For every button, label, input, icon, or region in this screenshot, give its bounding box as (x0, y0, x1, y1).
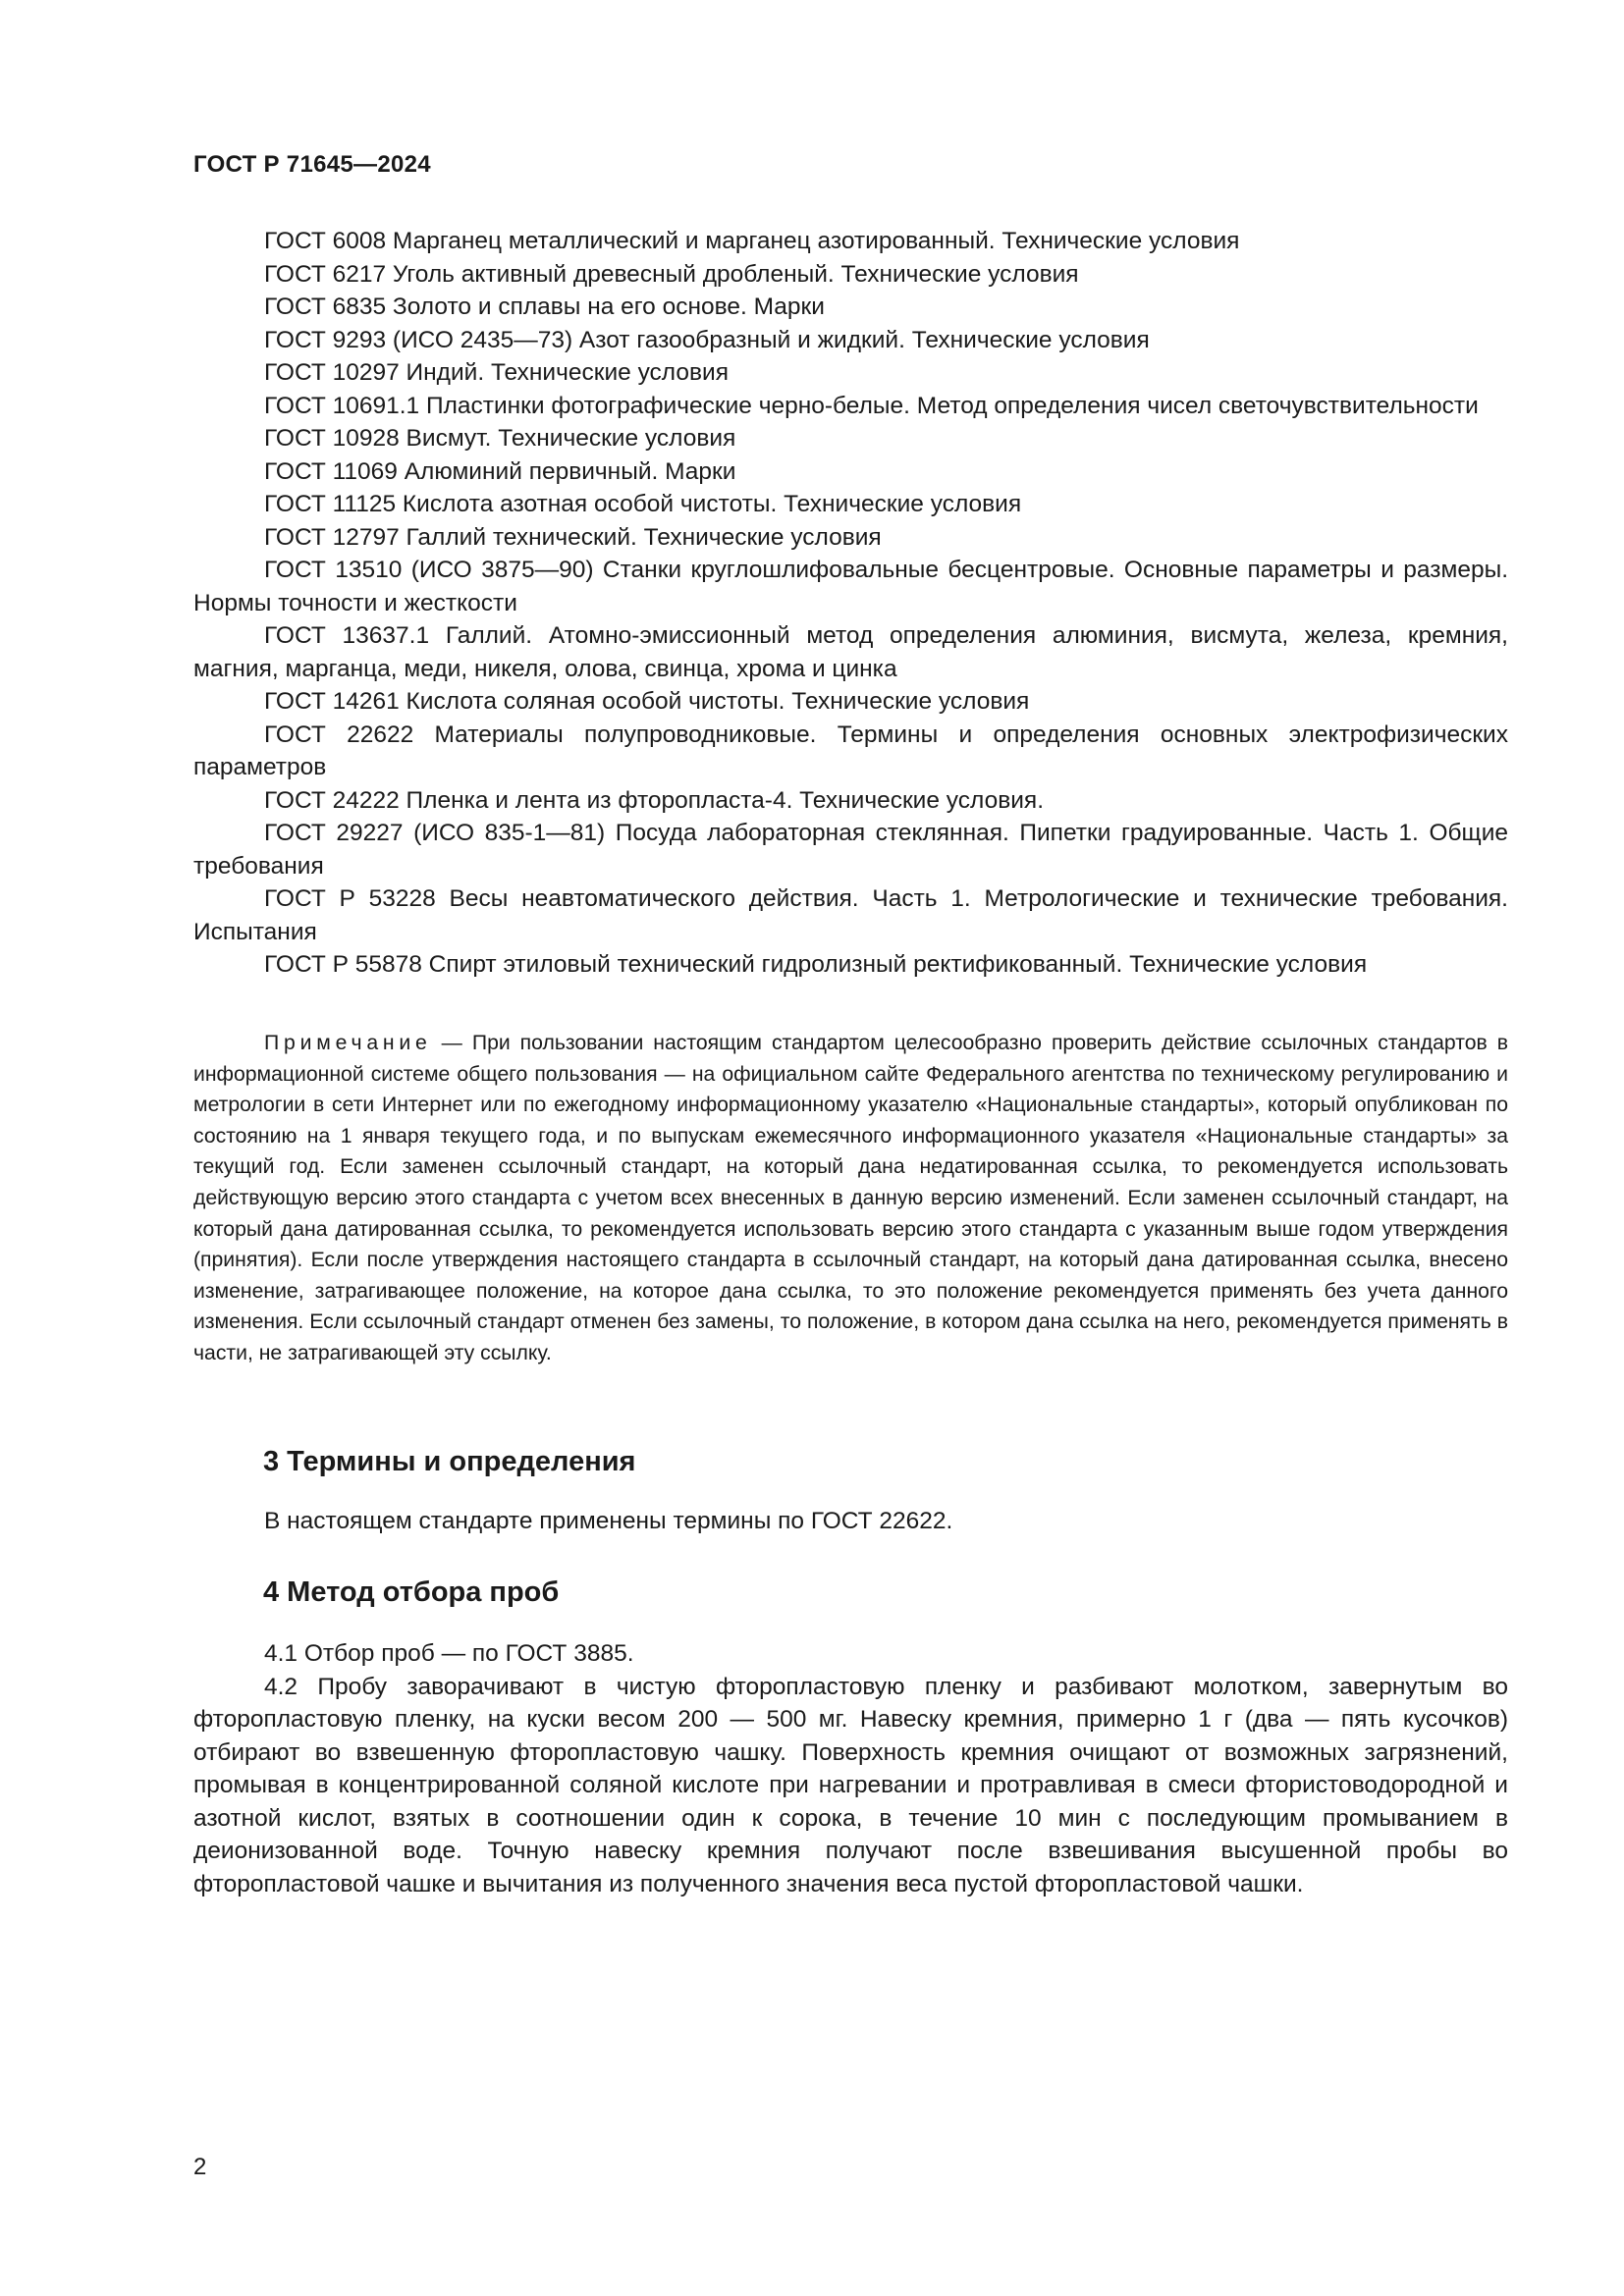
section-3-body (193, 1505, 1508, 1538)
note-paragraph (193, 1028, 1508, 1369)
document-header: ГОСТ Р 71645—2024 (193, 151, 431, 178)
reference-item: ГОСТ 10297 Индий. Технические условия (264, 359, 729, 386)
reference-item: ГОСТ 14261 Кислота соляная особой чистоты. Технические условия (264, 688, 1030, 715)
section-4-paragraph-2: 4.2 Пробу заворачивают в чистую фторопластовую пленку и разбивают молотком, завернутым во фторопластовую пленку, на куски весом 200 — 500 мг. Навеску кремния, примерно 1 г (два — пять кусочков) отбирают во взвешенную фторопластовую чашку. Поверхность кремния очищают от возможных загрязнений, промывая в концентрированной соляной кислоте при нагревании и протравливая в смеси фтористоводородной и азотной кислот, взятых в соотношении один к сорока, в течение 10 мин с последующим промыванием в деионизованной воде. Точную навеску кремния получают после взвешивания высушенной пробы во фторопластовой чашке и вычитания из полученного значения веса пустой фторопластовой чашки. (193, 1673, 1508, 1897)
reference-item: ГОСТ 13637.1 Галлий. Атомно-эмиссионный метод определения алюминия, висмута, железа, кремния, магния, марганца, меди, никеля, олова, свинца, хрома и цинка (193, 622, 1508, 682)
section-4-body (193, 1637, 1508, 1900)
reference-item: ГОСТ 22622 Материалы полупроводниковые. Термины и определения основных электрофизических параметров (193, 721, 1508, 780)
reference-item: ГОСТ Р 53228 Весы неавтоматического действия. Часть 1. Метрологические и технические требования. Испытания (193, 885, 1508, 945)
note-text: — При пользовании настоящим стандартом целесообразно проверить действие ссылочных стандартов в информационной системе общего пользования — на официальном сайте Федерального агентства по техническому регулированию и метрологии в сети Интернет или по ежегодному информационному указателю «Национальные стандарты», который опубликован по состоянию на 1 января текущего года, и по выпускам ежемесячного информационного указателя «Национальные стандарты» за текущий год. Если заменен ссылочный стандарт, на который дана недатированная ссылка, то рекомендуется использовать действующую версию этого стандарта с учетом всех внесенных в данную версию изменений. Если заменен ссылочный стандарт, на который дана датированная ссылка, то рекомендуется использовать версию этого стандарта с указанным выше годом утверждения (принятия). Если после утверждения настоящего стандарта в ссылочный стандарт, на который дана датированная ссылка, внесено изменение, затрагивающее положение, на которое дана ссылка, то это положение рекомендуется применять без учета данного изменения. Если ссылочный стандарт отменен без замены, то положение, в котором дана ссылка на него, рекомендуется применять в части, не затрагивающей эту ссылку. (193, 1032, 1508, 1364)
reference-item: ГОСТ 6835 Золото и сплавы на его основе. Марки (264, 294, 825, 320)
reference-item: ГОСТ 11125 Кислота азотная особой чистоты. Технические условия (264, 491, 1022, 517)
reference-item: ГОСТ Р 55878 Спирт этиловый технический гидролизный ректификованный. Технические условия (264, 951, 1368, 978)
page-number: 2 (193, 2154, 207, 2180)
reference-item: ГОСТ 24222 Пленка и лента из фторопласта-4. Технические условия. (264, 786, 1045, 814)
reference-item: ГОСТ 6217 Уголь активный древесный дробленый. Технические условия (264, 260, 1079, 288)
note-label: Примечание (264, 1032, 432, 1054)
section-4-paragraph-1: 4.1 Отбор проб — по ГОСТ 3885. (264, 1640, 634, 1667)
reference-item: ГОСТ 11069 Алюминий первичный. Марки (264, 457, 736, 485)
reference-item: ГОСТ 12797 Галлий технический. Технические условия (264, 523, 882, 551)
reference-item: ГОСТ 13510 (ИСО 3875—90) Станки круглошлифовальные бесцентровые. Основные параметры и размеры. Нормы точности и жесткости (193, 557, 1508, 616)
section-3-text: В настоящем стандарте применены термины по ГОСТ 22622. (264, 1508, 953, 1534)
reference-item: ГОСТ 10691.1 Пластинки фотографические черно-белые. Метод определения чисел светочувствительности (264, 392, 1479, 419)
reference-item: ГОСТ 29227 (ИСО 835-1—81) Посуда лабораторная стеклянная. Пипетки градуированные. Часть 1. Общие требования (193, 820, 1508, 880)
section-4-title: 4 Метод отбора проб (263, 1576, 560, 1608)
normative-references-list (193, 225, 1508, 982)
reference-item: ГОСТ 6008 Марганец металлический и марганец азотированный. Технические условия (264, 228, 1240, 254)
section-3-title: 3 Термины и определения (263, 1446, 636, 1477)
reference-item: ГОСТ 9293 (ИСО 2435—73) Азот газообразный и жидкий. Технические условия (264, 326, 1150, 353)
reference-item: ГОСТ 10928 Висмут. Технические условия (264, 425, 736, 452)
